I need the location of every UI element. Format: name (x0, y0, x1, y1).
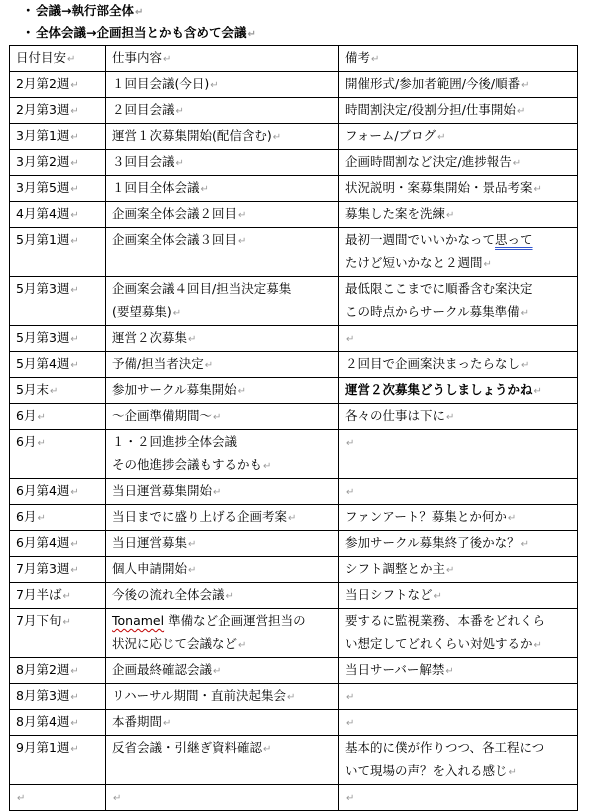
cell-note: 要するに監視業務、本番をどれくら い想定してどれくらい対処するか↵ (339, 609, 578, 658)
schedule-table (9, 45, 578, 811)
table-row (10, 202, 578, 228)
return-mark-icon: ↵ (204, 360, 214, 371)
cell-task: ２回目会議↵ (106, 98, 339, 124)
cell-task: 今後の流れ全体会議↵ (106, 583, 339, 609)
return-mark-icon: ↵ (188, 565, 197, 576)
cell-date: 8月第3週↵ (10, 684, 106, 710)
return-mark-icon: ↵ (70, 360, 79, 371)
return-mark-icon: ↵ (70, 539, 79, 550)
cell-note: 開催形式/参加者範囲/今後/順番↵ (339, 72, 578, 98)
return-mark-icon: ↵ (433, 591, 442, 602)
cell-note: 各々の仕事は下に↵ (339, 404, 578, 430)
return-mark-icon: ↵ (70, 718, 79, 729)
cell-date: 6月↵ (10, 404, 106, 430)
return-mark-icon: ↵ (70, 692, 79, 703)
return-mark-icon: ↵ (445, 666, 454, 677)
table-row (10, 150, 578, 176)
return-mark-icon: ↵ (263, 461, 272, 472)
table-row (10, 176, 578, 202)
return-mark-icon: ↵ (238, 210, 247, 221)
table-row (10, 557, 578, 583)
cell-task: 反省会議・引継ぎ資料確認↵ (106, 736, 339, 785)
cell-note: 参加サークル募集終了後かな？↵ (339, 531, 578, 557)
cell-task: １回目会議(今日)↵ (106, 72, 339, 98)
return-mark-icon: ↵ (70, 666, 79, 677)
cell-note: 基本的に僕が作りつつ、各工程につ いて現場の声？を入れる感じ↵ (339, 736, 578, 785)
cell-task: 予備/担当者決定↵ (106, 352, 339, 378)
bullet: ・ (22, 25, 35, 40)
table-row (10, 98, 578, 124)
return-mark-icon: ↵ (134, 7, 144, 18)
cell-task: 当日運営募集↵ (106, 531, 339, 557)
cell-task: ～企画準備期間～↵ (106, 404, 339, 430)
return-mark-icon: ↵ (37, 412, 46, 423)
cell-task: 企画案全体会議２回目↵ (106, 202, 339, 228)
return-mark-icon: ↵ (188, 334, 197, 345)
table-row (10, 228, 578, 277)
return-mark-icon: ↵ (175, 158, 184, 169)
cell-date: 9月第1週↵ (10, 736, 106, 785)
table-row (10, 430, 578, 479)
return-mark-icon: ↵ (533, 386, 542, 397)
cell-note: 当日サーバー解禁↵ (339, 658, 578, 684)
return-mark-icon: ↵ (521, 360, 530, 371)
cell-note: ファンアート？募集とか何か↵ (339, 505, 578, 531)
cell-date: 5月第3週↵ (10, 326, 106, 352)
cell-note: 当日シフトなど↵ (339, 583, 578, 609)
cell-task: 企画最終確認会議↵ (106, 658, 339, 684)
return-mark-icon: ↵ (70, 334, 79, 345)
return-mark-icon: ↵ (210, 80, 219, 91)
return-mark-icon: ↵ (175, 106, 184, 117)
return-mark-icon: ↵ (520, 539, 530, 550)
return-mark-icon: ↵ (483, 259, 492, 270)
header-text: 全体会議→企画担当とかも含めて会議 (36, 25, 247, 40)
return-mark-icon: ↵ (446, 565, 455, 576)
column-header-note: 備考↵ (339, 46, 578, 72)
grammar-marked-word: 思って (495, 232, 533, 247)
return-mark-icon: ↵ (446, 412, 455, 423)
cell-date: 2月第3週↵ (10, 98, 106, 124)
return-mark-icon: ↵ (70, 80, 79, 91)
cell-note (339, 326, 578, 352)
cell-date: 3月第1週↵ (10, 124, 106, 150)
return-mark-icon: ↵ (200, 184, 209, 195)
cell-note: 企画時間割など決定/進捗報告↵ (339, 150, 578, 176)
return-mark-icon: ↵ (67, 54, 76, 65)
return-mark-icon: ↵ (237, 386, 247, 397)
table-row (10, 658, 578, 684)
return-mark-icon: ↵ (263, 744, 272, 755)
return-mark-icon: ↵ (70, 487, 79, 498)
cell-task: 企画案会議４回目/担当決定募集 (要望募集)↵ (106, 277, 339, 326)
cell-task: 本番期間↵ (106, 710, 339, 736)
cell-note (339, 430, 578, 479)
cell-note: 運営２次募集どうしましょうかね↵ (339, 378, 578, 404)
return-mark-icon: ↵ (287, 692, 296, 703)
spellcheck-word: Tonamel (112, 613, 165, 628)
cell-note: 最低限ここまでに順番含む案決定 この時点からサークル募集準備↵ (339, 277, 578, 326)
table-row (10, 479, 578, 505)
return-mark-icon: ↵ (62, 617, 71, 628)
return-mark-icon: ↵ (521, 80, 530, 91)
cell-task: リハーサル期間・直前決起集会↵ (106, 684, 339, 710)
cell-note: 最初一週間でいいかなって思って たけど短いかなと２週間↵ (339, 228, 578, 277)
column-header-task: 仕事内容↵ (106, 46, 339, 72)
return-mark-icon: ↵ (238, 640, 247, 651)
cell-task: Tonamel 準備など企画運営担当の 状況に応じて会議など↵ (106, 609, 339, 658)
cell-date: 6月↵ (10, 430, 106, 479)
return-mark-icon: ↵ (346, 438, 355, 449)
return-mark-icon: ↵ (437, 132, 446, 143)
cell-note: 時間割決定/役割分担/仕事開始↵ (339, 98, 578, 124)
cell-note: フォーム/ブログ↵ (339, 124, 578, 150)
cell-task: １回目全体会議↵ (106, 176, 339, 202)
cell-note (339, 684, 578, 710)
return-mark-icon: ↵ (520, 308, 530, 319)
return-mark-icon: ↵ (516, 106, 526, 117)
table-row (10, 352, 578, 378)
table-row (10, 378, 578, 404)
bullet: ・ (22, 3, 35, 18)
cell-date: 4月第4週↵ (10, 202, 106, 228)
cell-date: 8月第4週↵ (10, 710, 106, 736)
return-mark-icon: ↵ (163, 718, 172, 729)
return-mark-icon: ↵ (70, 236, 79, 247)
return-mark-icon: ↵ (17, 793, 26, 804)
return-mark-icon: ↵ (371, 54, 380, 65)
return-mark-icon: ↵ (512, 158, 522, 169)
cell-task: 参加サークル募集開始↵ (106, 378, 339, 404)
return-mark-icon: ↵ (37, 438, 46, 449)
return-mark-icon: ↵ (188, 539, 197, 550)
cell-date: 3月第5週↵ (10, 176, 106, 202)
table-header-row (10, 46, 578, 72)
cell-task: 当日までに盛り上げる企画考案↵ (106, 505, 339, 531)
return-mark-icon: ↵ (70, 184, 79, 195)
table-row (10, 684, 578, 710)
header-line (22, 0, 582, 22)
return-mark-icon: ↵ (70, 158, 79, 169)
return-mark-icon: ↵ (113, 793, 122, 804)
table-row (10, 72, 578, 98)
return-mark-icon: ↵ (163, 54, 172, 65)
cell-task: ３回目会議↵ (106, 150, 339, 176)
table-row (10, 710, 578, 736)
return-mark-icon: ↵ (247, 29, 256, 40)
return-mark-icon: ↵ (507, 513, 517, 524)
return-mark-icon: ↵ (49, 386, 59, 397)
header-notes (22, 0, 582, 44)
return-mark-icon: ↵ (70, 285, 79, 296)
return-mark-icon: ↵ (213, 666, 222, 677)
cell-note: 募集した案を洗練↵ (339, 202, 578, 228)
cell-note: ２回目で企画案決まったらなし↵ (339, 352, 578, 378)
table-row (10, 531, 578, 557)
table-row (10, 404, 578, 430)
cell-date: 5月末↵ (10, 378, 106, 404)
cell-date: 5月第1週↵ (10, 228, 106, 277)
return-mark-icon: ↵ (533, 640, 542, 651)
return-mark-icon: ↵ (288, 513, 297, 524)
return-mark-icon: ↵ (70, 210, 79, 221)
table-row (10, 277, 578, 326)
cell-date: 5月第3週↵ (10, 277, 106, 326)
cell-note (339, 785, 578, 811)
table-row (10, 736, 578, 785)
header-text: 会議→執行部全体 (36, 3, 134, 18)
return-mark-icon: ↵ (37, 513, 46, 524)
cell-note: シフト調整とか主↵ (339, 557, 578, 583)
table-row (10, 785, 578, 811)
cell-date: 6月第4週↵ (10, 531, 106, 557)
cell-task: １・２回進捗全体会議 その他進捗会議もするかも↵ (106, 430, 339, 479)
cell-date: 6月第4週↵ (10, 479, 106, 505)
column-header-date: 日付目安↵ (10, 46, 106, 72)
table-row (10, 583, 578, 609)
cell-date: 8月第2週↵ (10, 658, 106, 684)
return-mark-icon: ↵ (238, 236, 247, 247)
cell-note: 状況説明・案募集開始・景品考案↵ (339, 176, 578, 202)
cell-task: 運営２次募集↵ (106, 326, 339, 352)
return-mark-icon: ↵ (346, 487, 355, 498)
cell-date: 7月第3週↵ (10, 557, 106, 583)
cell-date: 7月下旬↵ (10, 609, 106, 658)
cell-note (339, 479, 578, 505)
cell-date: 6月↵ (10, 505, 106, 531)
return-mark-icon: ↵ (70, 106, 79, 117)
table-row (10, 124, 578, 150)
table-row (10, 609, 578, 658)
return-mark-icon: ↵ (346, 334, 355, 345)
return-mark-icon: ↵ (172, 308, 182, 319)
cell-date: 7月半ば↵ (10, 583, 106, 609)
return-mark-icon: ↵ (213, 487, 222, 498)
return-mark-icon: ↵ (70, 744, 79, 755)
cell-date (10, 785, 106, 811)
return-mark-icon: ↵ (346, 718, 355, 729)
header-line (22, 22, 582, 44)
cell-date: 3月第2週↵ (10, 150, 106, 176)
cell-task: 個人申請開始↵ (106, 557, 339, 583)
return-mark-icon: ↵ (213, 412, 222, 423)
cell-task: 当日運営募集開始↵ (106, 479, 339, 505)
return-mark-icon: ↵ (272, 132, 282, 143)
return-mark-icon: ↵ (70, 565, 79, 576)
return-mark-icon: ↵ (225, 591, 234, 602)
cell-task: 企画案全体会議３回目↵ (106, 228, 339, 277)
return-mark-icon: ↵ (533, 184, 542, 195)
table-row (10, 326, 578, 352)
return-mark-icon: ↵ (446, 210, 455, 221)
return-mark-icon: ↵ (346, 793, 355, 804)
cell-note (339, 710, 578, 736)
return-mark-icon: ↵ (62, 591, 71, 602)
cell-date: 5月第4週↵ (10, 352, 106, 378)
return-mark-icon: ↵ (70, 132, 79, 143)
cell-task: 運営１次募集開始(配信含む)↵ (106, 124, 339, 150)
return-mark-icon: ↵ (508, 767, 517, 778)
return-mark-icon: ↵ (346, 692, 355, 703)
cell-date: 2月第2週↵ (10, 72, 106, 98)
cell-task (106, 785, 339, 811)
table-row (10, 505, 578, 531)
